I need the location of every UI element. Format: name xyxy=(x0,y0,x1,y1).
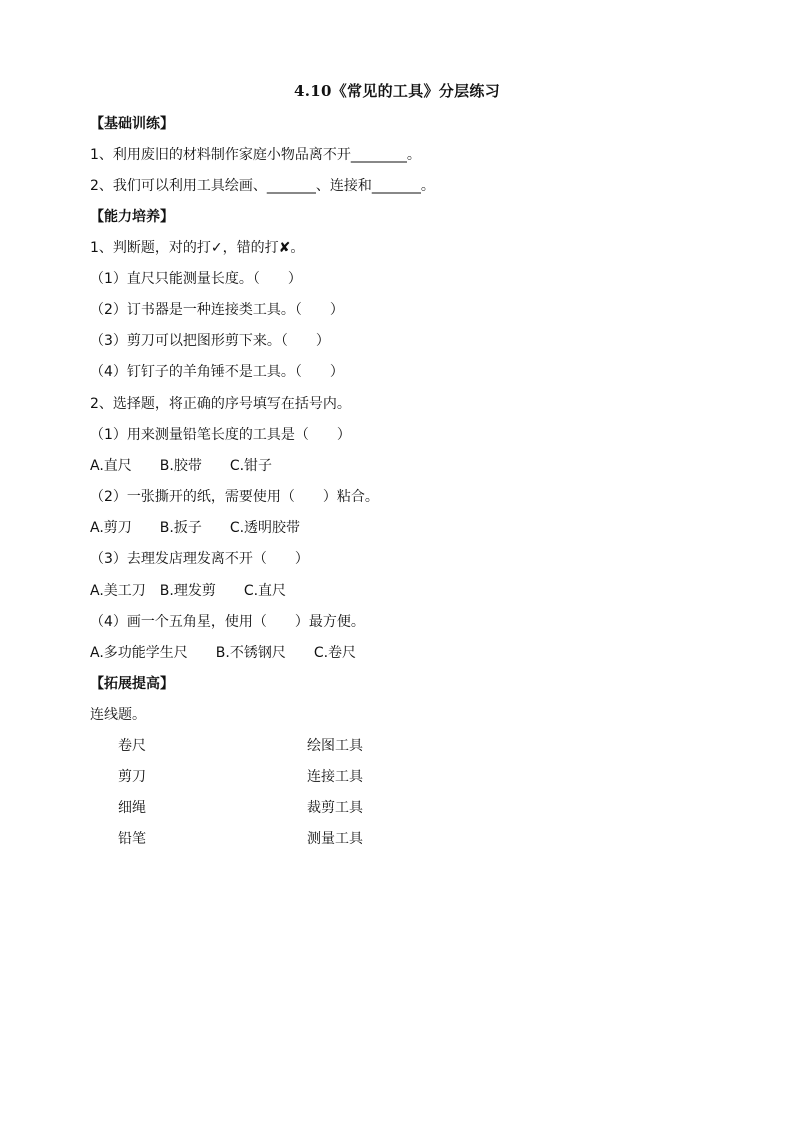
match-right-item: 绘图工具 xyxy=(307,738,363,754)
choice-intro: 2、选择题，将正确的序号填写在括号内。 xyxy=(90,396,351,412)
choice-options-1: A.直尺 B.胶带 C.钳子 xyxy=(90,458,273,474)
choice-question-4: （4）画一个五角星，使用（ ）最方便。 xyxy=(90,614,365,630)
choice-options-2: A.剪刀 B.扳子 C.透明胶带 xyxy=(90,520,301,536)
match-left-item: 细绳 xyxy=(118,800,146,816)
basic-question-2: 2、我们可以利用工具绘画、_______、连接和_______。 xyxy=(90,178,435,194)
section-heading-ability: 【能力培养】 xyxy=(90,209,174,225)
choice-question-2: （2）一张撕开的纸，需要使用（ ）粘合。 xyxy=(90,489,379,505)
judge-item-4: （4）钉钉子的羊角锤不是工具。（ ） xyxy=(90,364,344,380)
choice-question-1: （1）用来测量铅笔长度的工具是（ ） xyxy=(90,427,351,443)
choice-options-4: A.多功能学生尺 B.不锈钢尺 C.卷尺 xyxy=(90,645,357,661)
page-title: 4.10《常见的工具》分层练习 xyxy=(293,82,501,100)
match-right-item: 测量工具 xyxy=(307,831,363,847)
judge-item-2: （2）订书器是一种连接类工具。（ ） xyxy=(90,302,344,318)
basic-question-1: 1、利用废旧的材料制作家庭小物品离不开________。 xyxy=(90,147,421,163)
match-left-item: 铅笔 xyxy=(118,831,146,847)
section-heading-extend: 【拓展提高】 xyxy=(90,676,174,692)
judge-item-1: （1）直尺只能测量长度。（ ） xyxy=(90,271,302,287)
section-heading-basic: 【基础训练】 xyxy=(90,116,174,132)
judge-intro: 1、判断题，对的打✓，错的打✘。 xyxy=(90,240,305,256)
match-right-item: 裁剪工具 xyxy=(307,800,363,816)
match-left-item: 剪刀 xyxy=(118,769,146,785)
match-left-item: 卷尺 xyxy=(118,738,146,754)
judge-item-3: （3）剪刀可以把图形剪下来。（ ） xyxy=(90,333,330,349)
choice-question-3: （3）去理发店理发离不开（ ） xyxy=(90,551,309,567)
matching-intro: 连线题。 xyxy=(90,707,146,723)
match-right-item: 连接工具 xyxy=(307,769,363,785)
choice-options-3: A.美工刀 B.理发剪 C.直尺 xyxy=(90,583,287,599)
